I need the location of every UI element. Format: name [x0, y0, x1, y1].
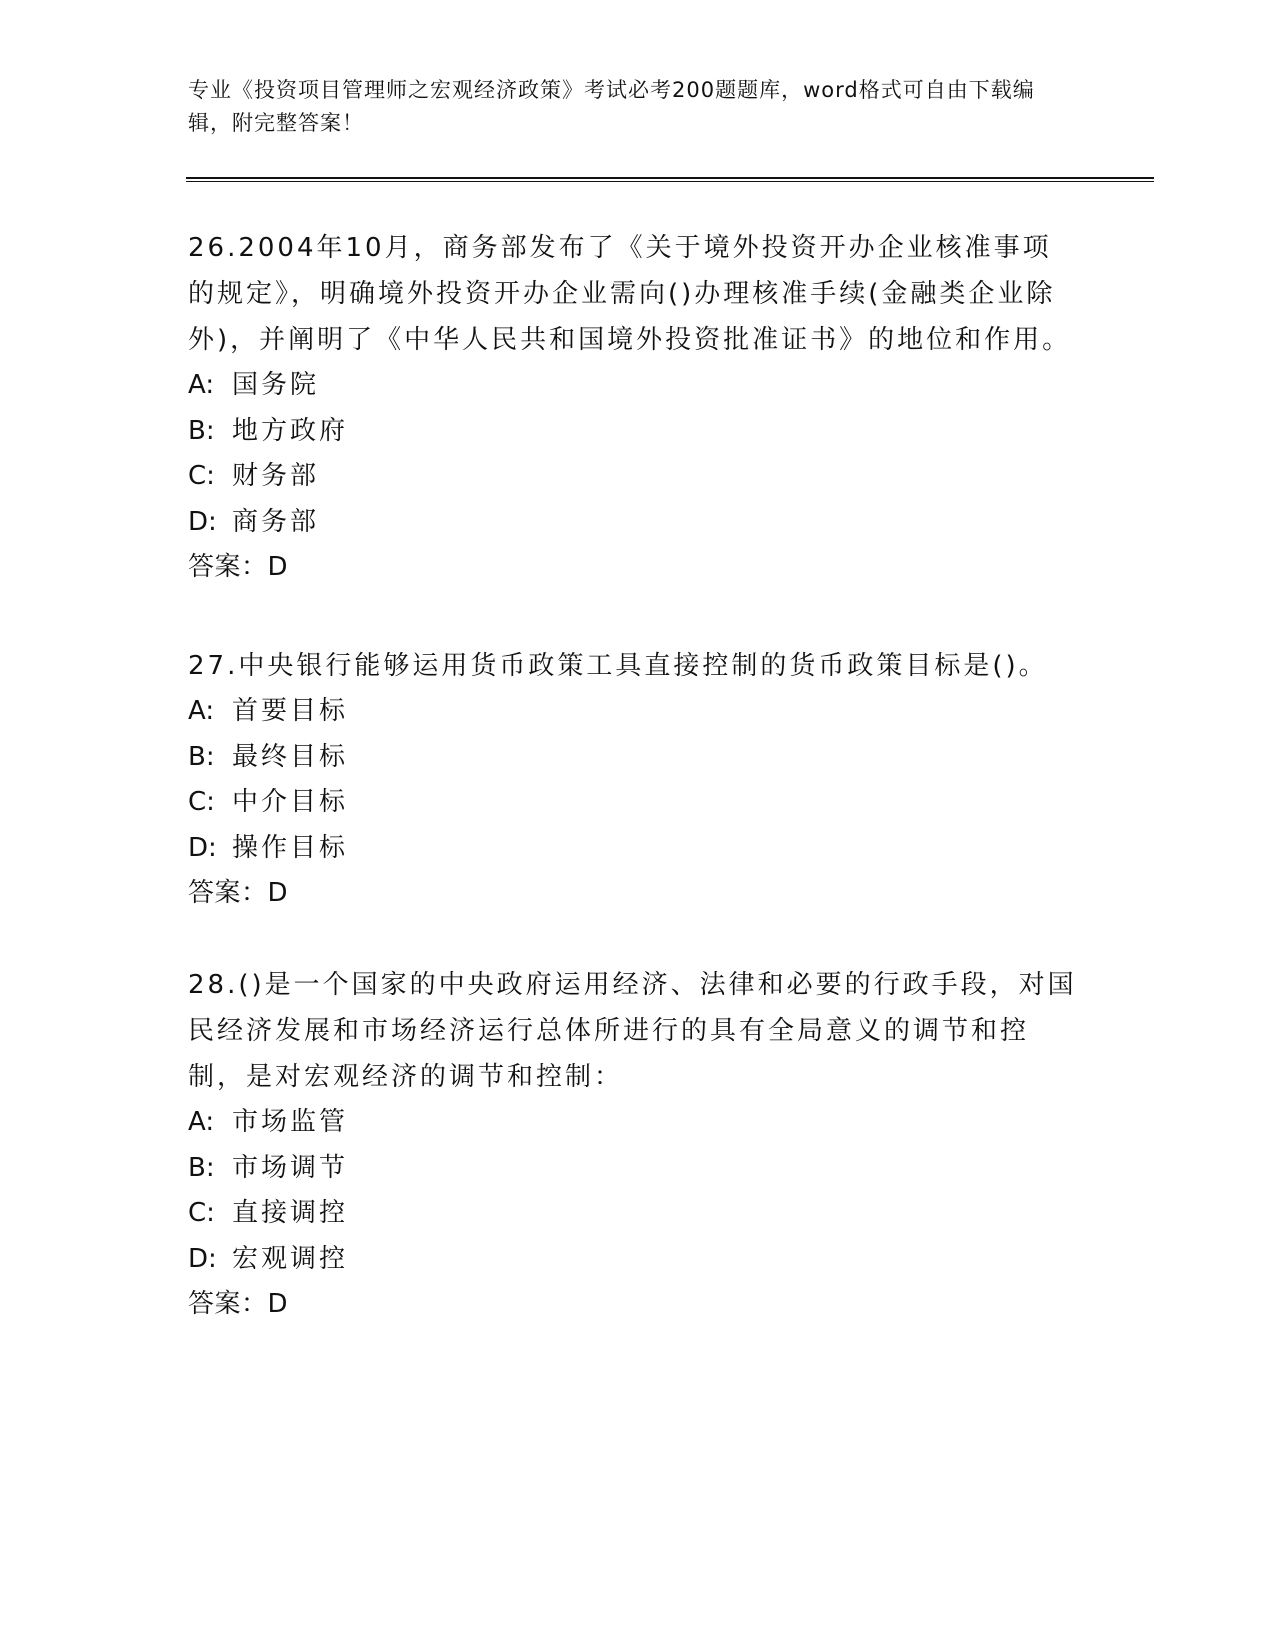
option-b: [188, 1146, 1078, 1192]
option-c: [188, 1191, 1078, 1237]
option-letter: B:: [188, 1152, 215, 1183]
answer-line: 答案：D: [188, 552, 289, 582]
option-text: 操作目标: [232, 832, 349, 863]
question-28: [188, 962, 1078, 1328]
header-divider: [186, 177, 1154, 182]
option-letter: A:: [188, 370, 215, 400]
option-letter: B:: [188, 415, 215, 446]
option-d: [188, 1237, 1078, 1283]
option-letter: D:: [188, 506, 217, 537]
question-stem: 26.2004年10月，商务部发布了《关于境外投资开办企业核准事项的规定》，明确境外投资开办企业需向()办理核准手续(金融类企业除外)，并阐明了《中华人民共和国境外投资批准证书》的地位和作用。: [188, 233, 1072, 355]
option-d: [188, 826, 1078, 872]
option-c: [188, 780, 1078, 826]
option-b: [188, 409, 1078, 455]
option-text: 宏观调控: [232, 1243, 349, 1274]
option-d: [188, 500, 1078, 546]
option-text: 最终目标: [232, 741, 349, 772]
option-a: [188, 1100, 1078, 1146]
option-text: 中介目标: [232, 787, 349, 817]
option-text: 市场监管: [232, 1107, 349, 1137]
option-letter: D:: [188, 1243, 217, 1274]
option-a: [188, 363, 1078, 409]
option-letter: D:: [188, 832, 217, 863]
answer-line: 答案：D: [188, 1289, 289, 1319]
option-c: [188, 454, 1078, 500]
option-text: 首要目标: [232, 696, 349, 726]
option-letter: C:: [188, 1198, 215, 1228]
option-a: [188, 689, 1078, 735]
option-letter: C:: [188, 787, 215, 817]
option-text: 地方政府: [232, 415, 349, 446]
answer-line: 答案：D: [188, 878, 289, 908]
option-letter: C:: [188, 461, 215, 491]
option-letter: A:: [188, 696, 215, 726]
option-text: 商务部: [232, 506, 320, 537]
option-letter: A:: [188, 1107, 215, 1137]
option-text: 直接调控: [232, 1198, 349, 1228]
option-text: 市场调节: [232, 1152, 349, 1183]
question-27: [188, 643, 1078, 917]
option-text: 财务部: [232, 461, 320, 491]
document-header: 专业《投资项目管理师之宏观经济政策》考试必考200题题库，word格式可自由下载编辑，附完整答案！: [188, 78, 1035, 135]
question-26: [188, 225, 1078, 591]
option-text: 国务院: [232, 370, 320, 400]
option-b: [188, 735, 1078, 781]
question-stem: 28.()是一个国家的中央政府运用经济、法律和必要的行政手段，对国民经济发展和市场经济运行总体所进行的具有全局意义的调节和控制，是对宏观经济的调节和控制：: [188, 970, 1077, 1092]
option-letter: B:: [188, 741, 215, 772]
question-stem: 27.中央银行能够运用货币政策工具直接控制的货币政策目标是()。: [188, 651, 1048, 681]
